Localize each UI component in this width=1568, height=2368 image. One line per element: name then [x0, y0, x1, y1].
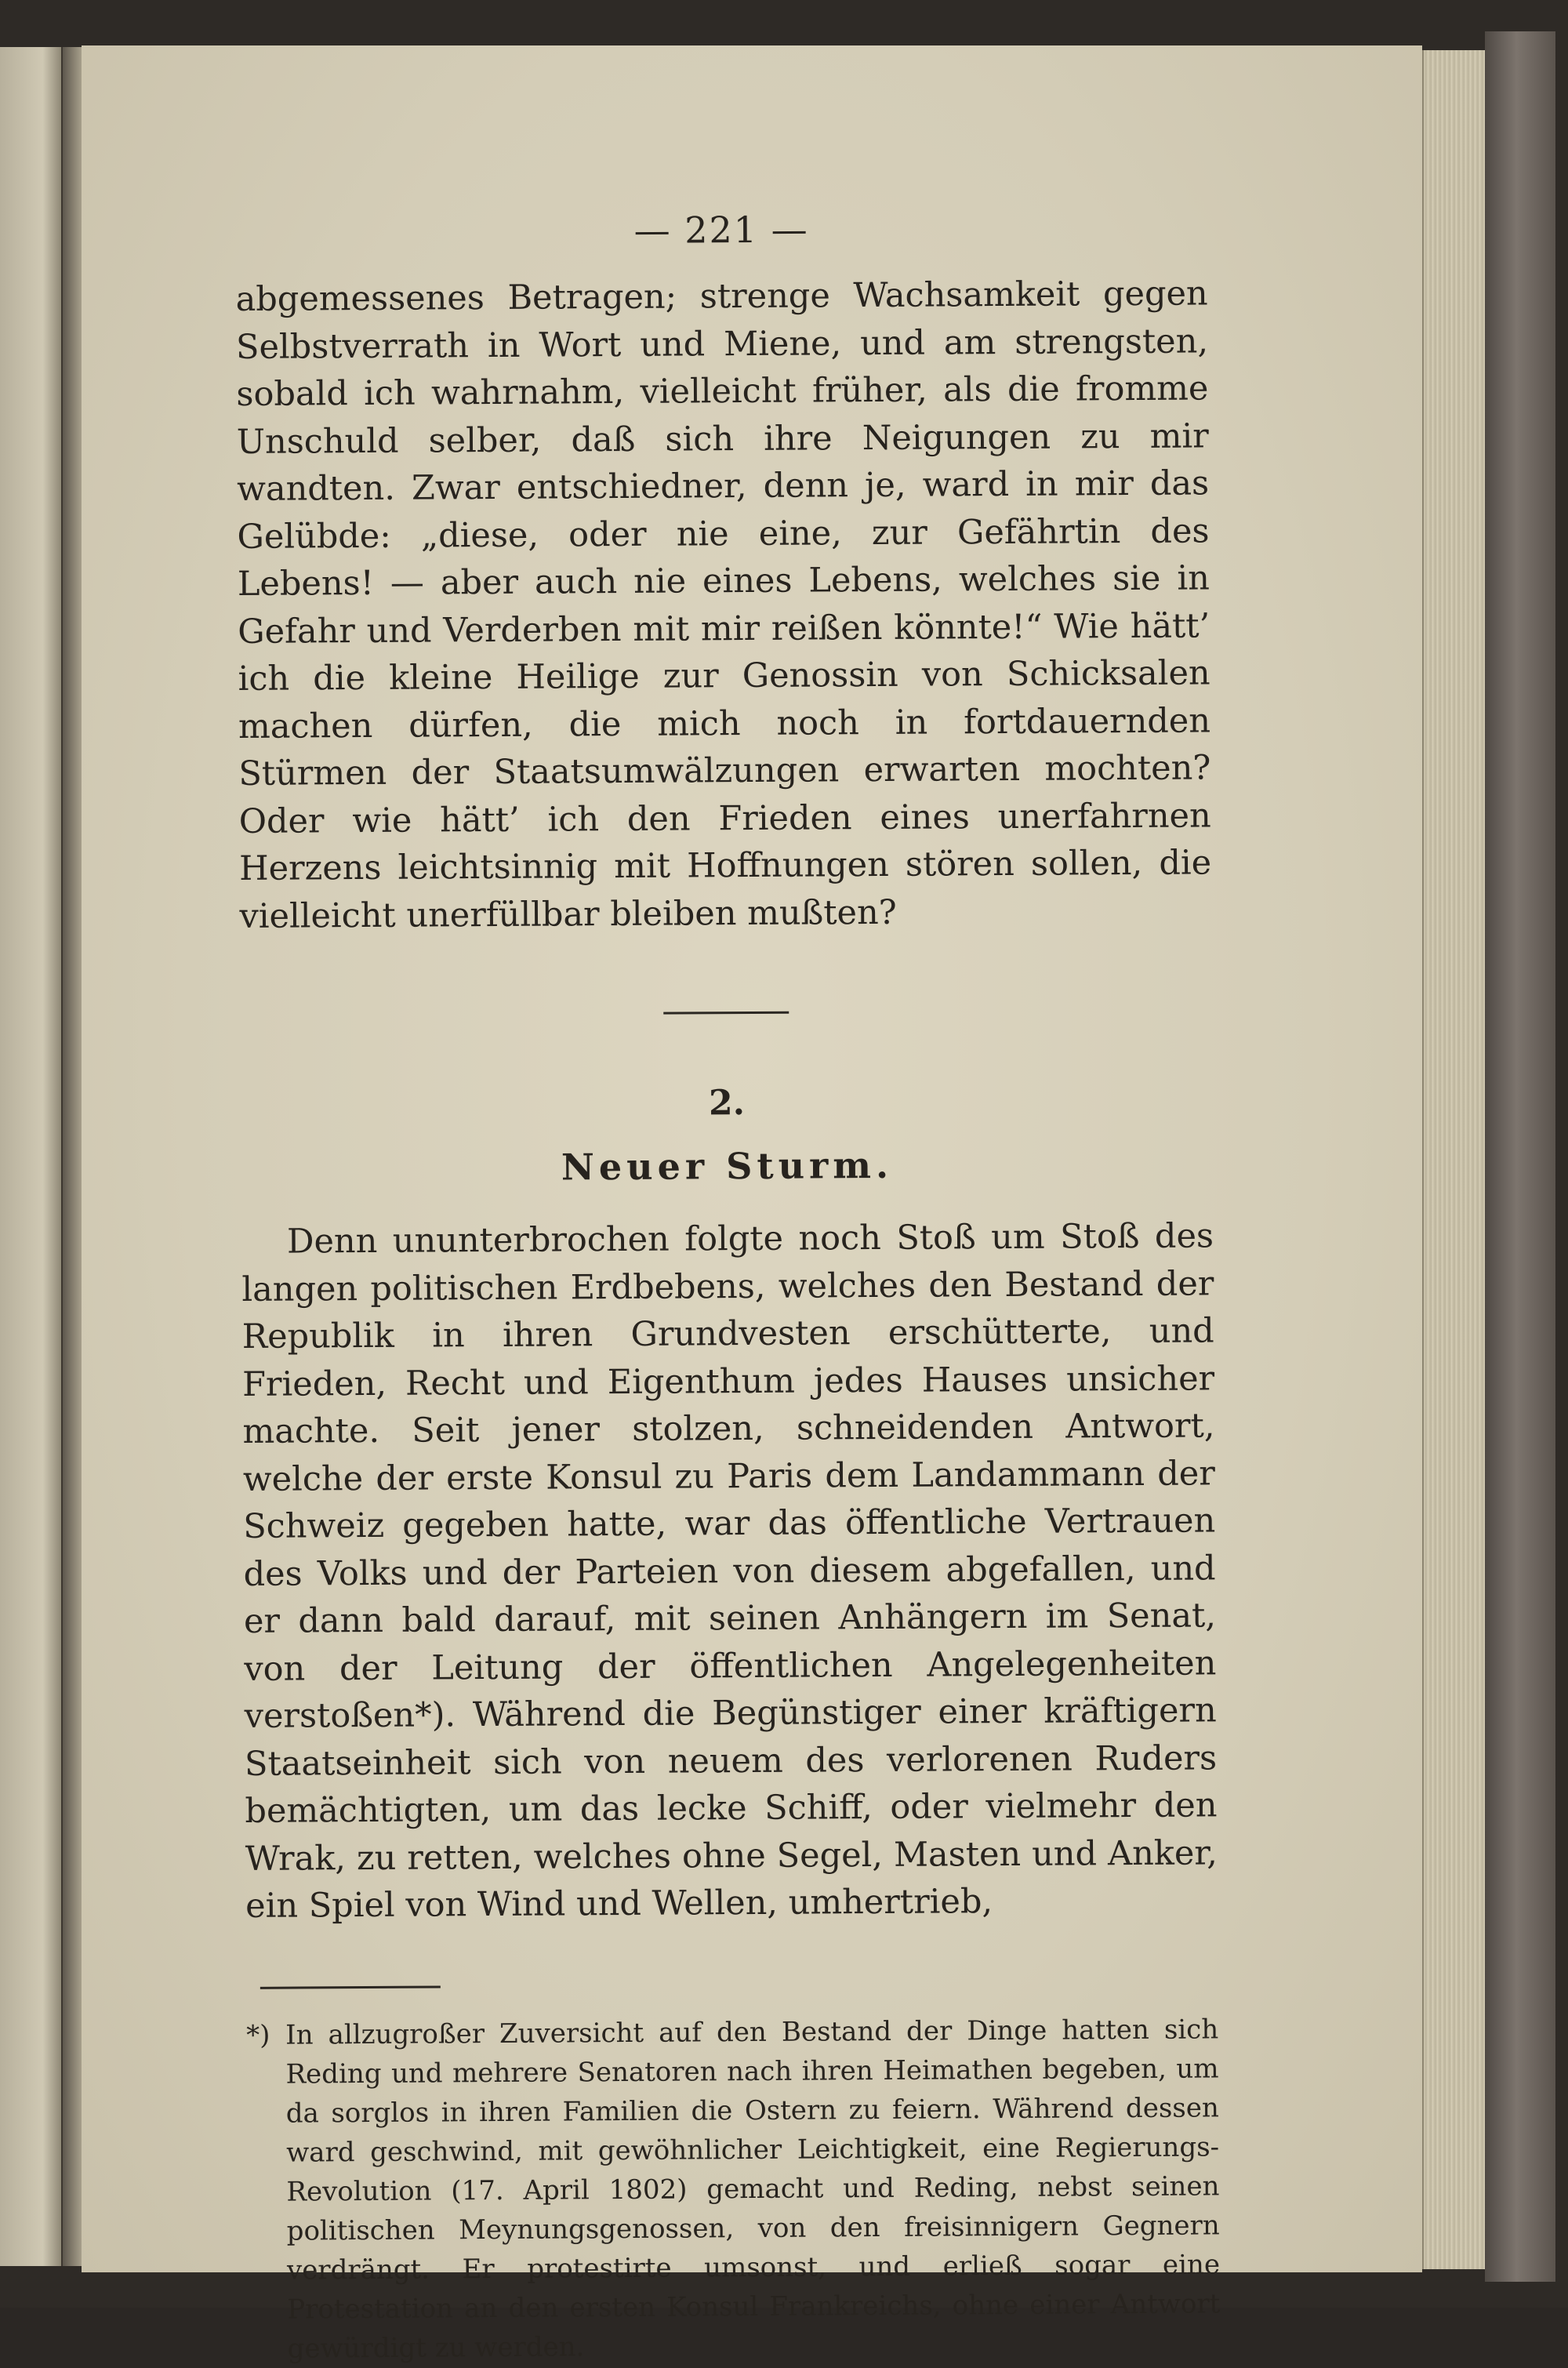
footnote	[246, 2010, 1221, 2368]
footnote-divider	[260, 1985, 441, 1988]
page-text	[235, 205, 1221, 2368]
footnote-text: In allzugroßer Zuversicht auf den Bestand der Dinge hatten sich Reding und mehrere Senatoren nach ihren Heimathen begeben, um da sorglos in ihren Familien die Ostern zu feiern. Während dessen ward geschwind, mit gewöhnlicher Leichtigkeit, eine Regierungs-Revolution (17. April 1802) gemacht und Reding, nebst seinen politischen Meynungsgenossen, von den freisinnigern Gegnern verdrängt. Er protestirte umsonst, und erließ sogar eine Protestation an den ersten Konsul Frankreichs, ohne einer Antwort gewürdigt zu werden.	[285, 2013, 1221, 2365]
left-page-edge	[0, 47, 63, 2266]
section-number: 2.	[708, 1083, 746, 1124]
section-divider	[663, 1011, 789, 1015]
continued-paragraph: abgemessenes Betragen; strenge Wachsamkeit gegen Selbstverrath in Wort und Miene, und am strengsten, sobald ich wahrnahm, vielleicht früher, als die fromme Unschuld selber, daß sich ihre Neigungen zu mir wandten. Zwar entschiedner, denn je, ward in mir das Gelübde: „diese, oder nie eine, zur Gefährtin des Lebens! — aber auch nie eines Lebens, welches sie in Gefahr und Verderben mit mir reißen könnte!“ Wie hätt’ ich die kleine Heilige zur Genossin von Schicksalen machen dürfen, die mich noch in fortdauernden Stürmen der Staatsumwälzungen erwarten mochten? Oder wie hätt’ ich den Frieden eines unerfahrnen Herzens leichtsinnig mit Hoffnungen stören sollen, die vielleicht unerfüllbar bleiben mußten?	[235, 274, 1212, 936]
footnote-mark: *)	[246, 2019, 270, 2051]
section-paragraph: Denn ununterbrochen folgte noch Stoß um Stoß des langen politischen Erdbebens, welches den Bestand der Republik in ihren Grundvesten erschütterte, und Frieden, Recht und Eigenthum jedes Hauses unsicher machte. Seit jener stolzen, schneidenden Antwort, welche der erste Konsul zu Paris dem Landammann der Schweiz gegeben hatte, war das öffentliche Vertrauen des Volks und der Parteien von diesem abgefallen, und er dann bald darauf, mit seinen Anhängern im Senat, von der Leitung der öffentlichen Angelegenheiten verstoßen*). Während die Begünstiger einer kräftigern Staatseinheit sich von neuem des verlorenen Ruders bemächtigten, um das lecke Schiff, oder vielmehr den Wrak, zu retten, welches ohne Segel, Masten und Anker, ein Spiel von Wind und Wellen, umhertrieb,	[241, 1216, 1218, 1926]
gutter-shadow	[63, 47, 82, 2266]
book-cover-edge	[1485, 31, 1555, 2282]
page-number: — 221 —	[633, 208, 809, 252]
page-edges	[1422, 50, 1486, 2269]
section-title: Neuer Sturm.	[561, 1143, 894, 1189]
